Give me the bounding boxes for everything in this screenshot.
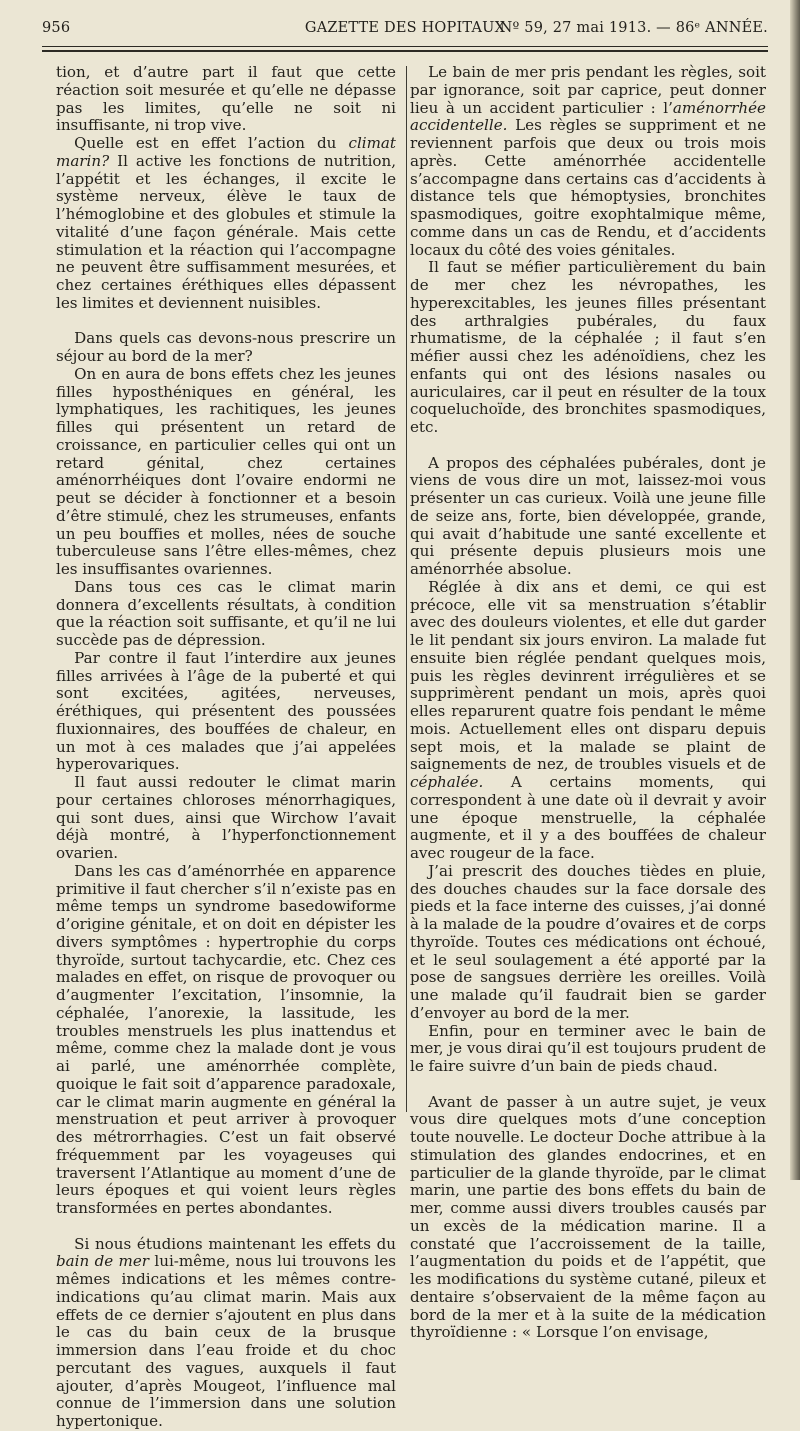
italic-term: céphalée. bbox=[410, 773, 484, 791]
italic-term: bain de mer bbox=[56, 1252, 150, 1271]
paragraph: tion, et d’autre part il faut que cette réaction soit mesurée et qu’elle ne dépasse pas les limites, qu’elle ne soit ni insuffisante, ni trop vive. bbox=[56, 63, 396, 135]
column-divider bbox=[406, 66, 407, 1112]
header-rule-thick bbox=[42, 50, 768, 52]
paragraph: J’ai prescrit des douches tièdes en pluie, des douches chaudes sur la face dorsale des pieds et la face interne des cuisses, j’ai donné à la malade de la poudre d’ovaires et de corps thyroïde. Toutes ces médications ont échoué, et le seul soulagement a été apporté par la pose de sangsues derrière les oreilles. Voilà une malade qu’il faudrait bien se garder d’envoyer au bord de la mer. bbox=[410, 861, 766, 1022]
paragraph-text: Il active les fonctions de nutrition, l’appétit et les échanges, il excite le système nerveux, élève le taux de l’hémoglobine et des globules et stimule la vitalité d’une façon générale. Mais cette stimulation et la réaction qui l’accompagne ne peuvent être suffisamment mesurées, et chez certaines éréthiques elles dépassent les limites et deviennent nuisibles. bbox=[56, 151, 396, 312]
paragraph-text: Réglée à dix ans et demi, ce qui est précoce, elle vit sa menstruation s’établir avec des douleurs violentes, et elle dut garder le lit pendant six jours environ. La malade fut ensuite bien réglée pendant quelques mois, puis les règles devinrent irrégulières et se supprimèrent pendant un mois, après quoi elles reparurent quatre fois pendant le même mois. Actuellement elles ont disparu depuis sept mois, et la malade se plaint de saignements de nez, de troubles visuels et de bbox=[410, 577, 766, 774]
header-rule-thin bbox=[42, 46, 768, 47]
paragraph: Dans quels cas devons-nous prescrire un séjour au bord de la mer? bbox=[56, 329, 396, 365]
section-gap bbox=[410, 437, 766, 455]
running-header bbox=[42, 20, 768, 46]
paragraph bbox=[56, 1236, 396, 1431]
paragraph: On en aura de bons effets chez les jeunes filles hyposthéniques en général, les lymphatiques, les rachitiques, les jeunes filles qui présentent un retard de croissance, en particulier celles qui ont un retard génital, chez certaines aménorrhéiques dont l’ovaire endormi ne peut se décider à fonctionner et a besoin d’être stimulé, chez les strumeuses, enfants un peu bouffies et molles, nées de souche tuberculeuse sans l’être elles-mêmes, chez les insuffisantes ovariennes. bbox=[56, 364, 396, 578]
paragraph: A propos des céphalées pubérales, dont je viens de vous dire un mot, laissez-moi vous présenter un cas curieux. Voilà une jeune fille de seize ans, forte, bien développée, grande, qui avait d’habitude une santé excellente et qui présente depuis plusieurs mois une aménorrhée absolue. bbox=[410, 453, 766, 578]
right-column bbox=[410, 64, 766, 1342]
italic-term: aménorrhée accidentelle. bbox=[410, 98, 766, 135]
paragraph-text: Si nous étudions maintenant les effets du bbox=[74, 1234, 396, 1253]
paragraph-text: Quelle est en effet l’action du bbox=[74, 134, 349, 152]
paragraph bbox=[410, 64, 766, 259]
paragraph: Dans tous ces cas le climat marin donnera d’excellents résultats, à condition que la réaction soit suffisante, et qu’il ne lui succède pas de dépression. bbox=[56, 577, 396, 649]
paragraph-text: lui-même, nous lui trouvons les mêmes indications et les mêmes contre-indications qu’au climat marin. Mais aux effets de ce dernier s’ajoutent en plus dans le cas du bain ceux de la brusque immersion dans l’eau froide et du choc percutant des vagues, auxquels il faut ajouter, d’après Mougeot, l’influence mal connue de l’immersion dans une solution hypertonique. bbox=[56, 1252, 396, 1430]
paragraph-text: Les règles se suppriment et ne reviennent parfois que deux ou trois mois après. Cette aménorrhée accidentelle s’accompagne dans certains cas d’accidents à distance tels que hémoptysies, bronchites spasmodiques, goitre exophtalmique même, comme dans un cas de Rendu, et d’accidents locaux du côté des voies génitales. bbox=[410, 116, 766, 259]
page-number: 956 bbox=[42, 20, 71, 36]
section-gap bbox=[56, 1218, 396, 1236]
issue-info: Nº 59, 27 mai 1913. — 86ᵉ ANNÉE. bbox=[499, 20, 768, 36]
section-gap bbox=[56, 313, 396, 331]
paragraph bbox=[410, 579, 766, 863]
page-edge-shadow bbox=[790, 0, 800, 1180]
journal-title: GAZETTE DES HOPITAUX bbox=[304, 20, 506, 36]
paragraph-text: Le bain de mer pris pendant les règles, soit par ignorance, soit par caprice, peut donner lieu à un accident particulier : l’ bbox=[410, 63, 766, 117]
paragraph: Avant de passer à un autre sujet, je veux vous dire quelques mots d’une conception toute nouvelle. Le docteur Doche attribue à la stimulation des glandes endocrines, et en particulier de la glande thyroïde, par le climat marin, une partie des bons effets du bain de mer, comme aussi divers troubles causés par un excès de la médication marine. Il a constaté que l’accroissement de la taille, l’augmentation du poids et de l’appétit, que les modifications du système cutané, pileux et dentaire s’observaient de la même façon au bord de la mer et à la suite de la médication thyroïdienne : « Lorsque l’on envisage, bbox=[410, 1092, 766, 1342]
paragraph-text: A certains moments, qui correspondent à une date où il devrait y avoir une époque menstruelle, la céphalée augmente, et il y a des bouffées de chaleur avec rougeur de la face. bbox=[410, 773, 766, 862]
paragraph: Enfin, pour en terminer avec le bain de mer, je vous dirai qu’il est toujours prudent de le faire suivre d’un bain de pieds chaud. bbox=[410, 1021, 766, 1075]
paragraph: Par contre il faut l’interdire aux jeunes filles arrivées à l’âge de la puberté et qui sont excitées, agitées, nerveuses, éréthiques, qui présentent des poussées fluxionnaires, des bouffées de chaleur, en un mot à ces malades que j’ai appelées hyperovariques. bbox=[56, 648, 396, 774]
left-column bbox=[56, 64, 396, 1431]
paragraph bbox=[56, 135, 396, 313]
paragraph: Il faut se méfier particulièrement du bain de mer chez les névropathes, les hyperexcitables, les jeunes filles présentant des arthralgies pubérales, du faux rhumatisme, de la céphalée ; il faut s’en méfier aussi chez les adénoïdiens, chez les enfants qui ont des lésions nasales ou auriculaires, car il peut en résulter de la toux coqueluchoïde, des bronchites spasmodiques, etc. bbox=[410, 258, 766, 436]
paragraph: Il faut aussi redouter le climat marin pour certaines chloroses ménorrhagiques, qui sont dues, ainsi que Wirchow l’avait déjà montré, à l’hyperfonctionnement ovarien. bbox=[56, 773, 396, 862]
section-gap bbox=[410, 1076, 766, 1094]
paragraph: Dans les cas d’aménorrhée en apparence primitive il faut chercher s’il n’existe pas en même temps un syndrome basedowiforme d’origine génitale, et on doit en dépister les divers symptômes : hypertrophie du corps thyroïde, surtout tachycardie, etc. Chez ces malades en effet, on risque de provoquer ou d’augmenter l’excitation, l’insomnie, la céphalée, l’anorexie, la lassitude, les troubles menstruels les plus inattendus et même, comme chez la malade dont je vous ai parlé, une aménorrhée complète, quoique le fait soit d’apparence paradoxale, car le climat marin augmente en général la menstruation et peut arriver à provoquer des métrorrhagies. C’est un fait observé fréquemment par les voyageuses qui traversent l’Atlantique au moment d’une de leurs époques et qui voient leurs règles transformées en pertes abondantes. bbox=[56, 861, 396, 1217]
italic-term: climat marin? bbox=[56, 134, 396, 170]
